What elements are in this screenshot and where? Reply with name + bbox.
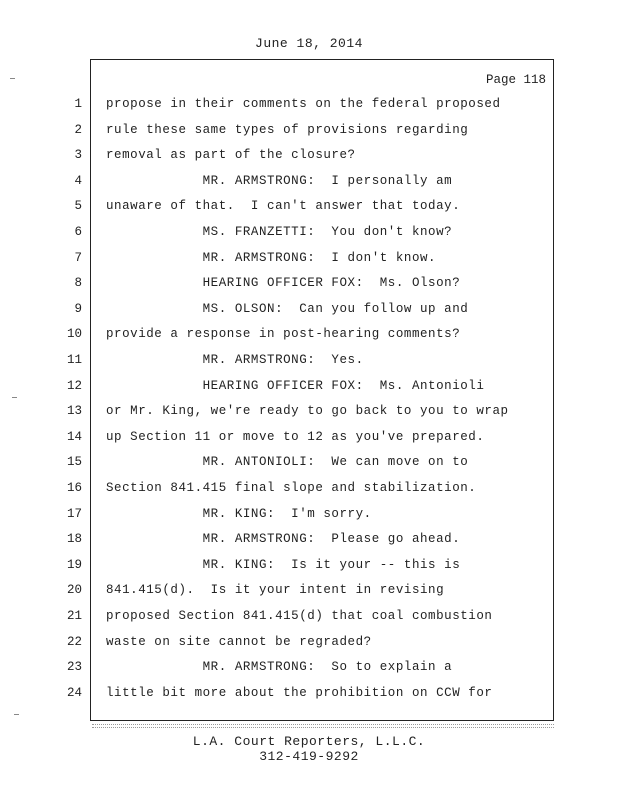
line-text: Section 841.415 final slope and stabilization. xyxy=(106,481,477,495)
line-text: provide a response in post-hearing comments? xyxy=(106,327,461,341)
page-number: Page 118 xyxy=(485,73,546,87)
line-text: HEARING OFFICER FOX: Ms. Antonioli xyxy=(106,379,485,393)
line-number: 2 xyxy=(74,123,82,137)
line-text: MR. KING: I'm sorry. xyxy=(106,507,372,521)
line-number: 12 xyxy=(66,379,82,393)
line-number: 7 xyxy=(74,251,82,265)
line-text: MR. ARMSTRONG: I personally am xyxy=(106,174,453,188)
line-text: MR. KING: Is it your -- this is xyxy=(106,558,461,572)
line-number: 9 xyxy=(74,302,82,316)
line-text: 841.415(d). Is it your intent in revising xyxy=(106,583,445,597)
line-number: 21 xyxy=(66,609,82,623)
line-text: HEARING OFFICER FOX: Ms. Olson? xyxy=(106,276,461,290)
line-text: proposed Section 841.415(d) that coal combustion xyxy=(106,609,493,623)
line-text: little bit more about the prohibition on CCW for xyxy=(106,686,493,700)
line-number: 4 xyxy=(74,174,82,188)
line-number: 11 xyxy=(66,353,82,367)
line-text: propose in their comments on the federal proposed xyxy=(106,97,501,111)
line-number: 5 xyxy=(74,199,82,213)
line-number: 24 xyxy=(66,686,82,700)
transcript-date: June 18, 2014 xyxy=(255,36,363,51)
footer-rule-secondary xyxy=(92,727,554,728)
line-number: 1 xyxy=(74,97,82,111)
line-number: 13 xyxy=(66,404,82,418)
line-text: MR. ANTONIOLI: We can move on to xyxy=(106,455,469,469)
line-text: MS. FRANZETTI: You don't know? xyxy=(106,225,453,239)
line-number: 14 xyxy=(66,430,82,444)
reporter-company: L.A. Court Reporters, L.L.C. xyxy=(192,734,426,749)
line-number: 10 xyxy=(66,327,82,341)
line-number: 22 xyxy=(66,635,82,649)
line-number: 8 xyxy=(74,276,82,290)
line-number: 20 xyxy=(66,583,82,597)
line-text: MS. OLSON: Can you follow up and xyxy=(106,302,469,316)
line-text: MR. ARMSTRONG: So to explain a xyxy=(106,660,453,674)
line-number: 16 xyxy=(66,481,82,495)
line-number: 17 xyxy=(66,507,82,521)
line-text: MR. ARMSTRONG: I don't know. xyxy=(106,251,437,265)
line-number: 23 xyxy=(66,660,82,674)
line-number: 19 xyxy=(66,558,82,572)
line-text: MR. ARMSTRONG: Please go ahead. xyxy=(106,532,461,546)
line-text: MR. ARMSTRONG: Yes. xyxy=(106,353,364,367)
line-number: 15 xyxy=(66,455,82,469)
scan-speck xyxy=(10,78,15,79)
reporter-phone: 312-419-9292 xyxy=(259,749,359,764)
line-text: rule these same types of provisions regarding xyxy=(106,123,469,137)
line-number: 18 xyxy=(66,532,82,546)
scan-speck xyxy=(12,397,17,398)
scan-speck xyxy=(14,714,19,715)
line-text: removal as part of the closure? xyxy=(106,148,356,162)
line-number: 3 xyxy=(74,148,82,162)
line-text: waste on site cannot be regraded? xyxy=(106,635,372,649)
line-text: unaware of that. I can't answer that today. xyxy=(106,199,461,213)
footer-rule xyxy=(92,724,554,725)
line-text: or Mr. King, we're ready to go back to you to wrap xyxy=(106,404,509,418)
line-number: 6 xyxy=(74,225,82,239)
line-text: up Section 11 or move to 12 as you've prepared. xyxy=(106,430,485,444)
